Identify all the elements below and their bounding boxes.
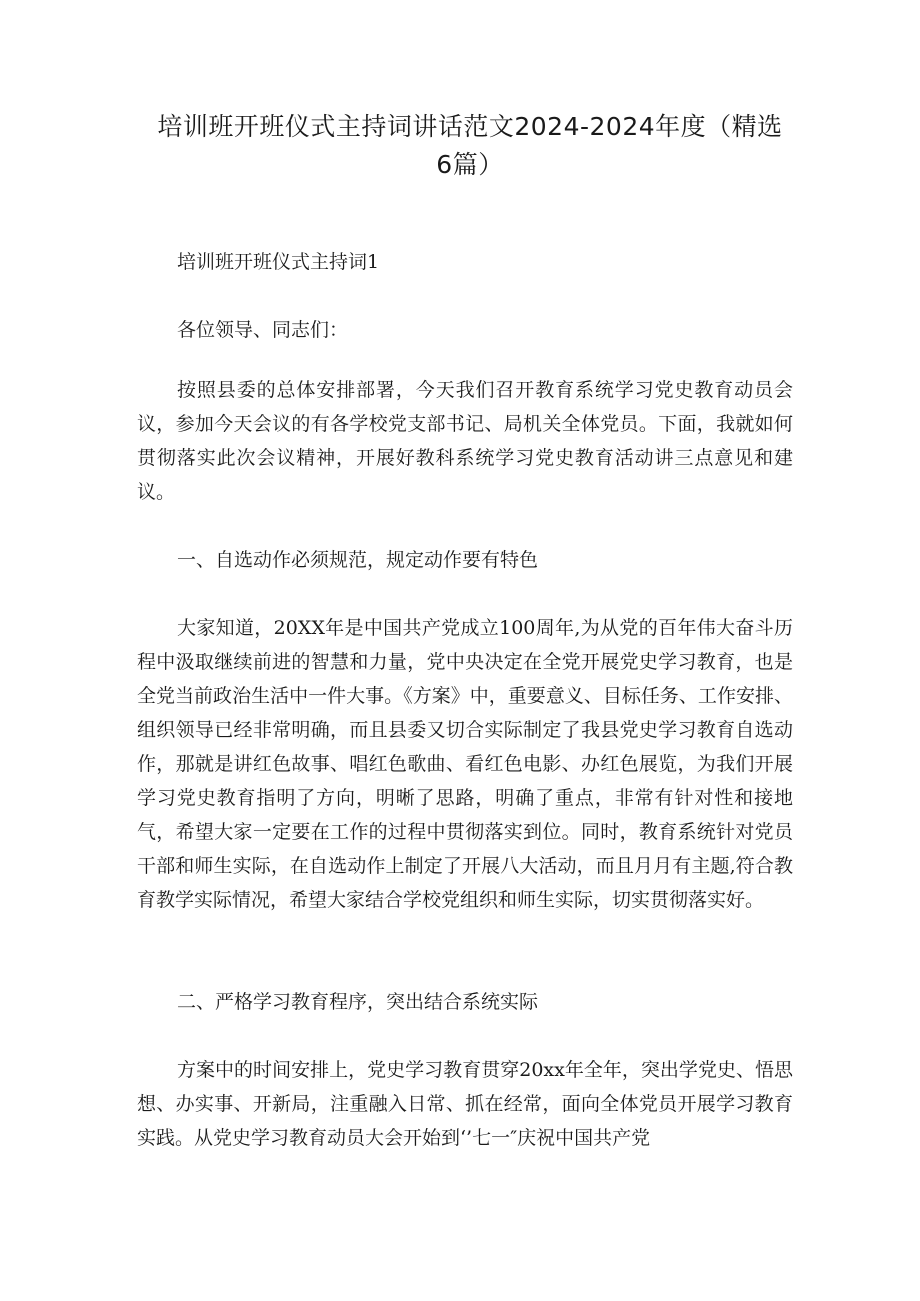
section-heading: 培训班开班仪式主持词1 xyxy=(177,251,380,273)
subheading-two: 二、严格学习教育程序，突出结合系统实际 xyxy=(177,991,539,1013)
paragraph-intro: 按照县委的总体安排部署，今天我们召开教育系统学习党史教育动员会议，参加今天会议的有各学校党支部书记、局机关全体党员。下面，我就如何贯彻落实此次会议精神，开展好教科系统学习党史教育活动讲三点意见和建议。 xyxy=(137,379,793,503)
document-title: 培训班开班仪式主持词讲话范文2024-2024年度（精选6篇） xyxy=(157,112,783,179)
subheading-one: 一、自选动作必须规范，规定动作要有特色 xyxy=(177,549,539,571)
paragraph-body-two: 方案中的时间安排上，党史学习教育贯穿20xx年全年，突出学党史、悟思想、办实事、开新局，注重融入日常、抓在经常，面向全体党员开展学习教育实践。从党史学习教育动员大会开始到‘’七一″庆祝中国共产党 xyxy=(137,1059,793,1149)
paragraph-body-one: 大家知道，20XX年是中国共产党成立100周年,为从党的百年伟大奋斗历程中汲取继续前进的智慧和力量，党中央决定在全党开展党史学习教育，也是全党当前政治生活中一件大事。《方案》中，重要意义、目标任务、工作安排、组织领导已经非常明确，而且县委又切合实际制定了我县党史学习教育自选动作，那就是讲红色故事、唱红色歌曲、看红色电影、办红色展览，为我们开展学习党史教育指明了方向，明晰了思路，明确了重点，非常有针对性和接地气，希望大家一定要在工作的过程中贯彻落实到位。同时，教育系统针对党员干部和师生实际，在自选动作上制定了开展八大活动，而且月月有主题,符合教育教学实际情况，希望大家结合学校党组织和师生实际，切实贯彻落实好。 xyxy=(137,617,793,911)
salutation: 各位领导、同志们： xyxy=(177,319,349,341)
